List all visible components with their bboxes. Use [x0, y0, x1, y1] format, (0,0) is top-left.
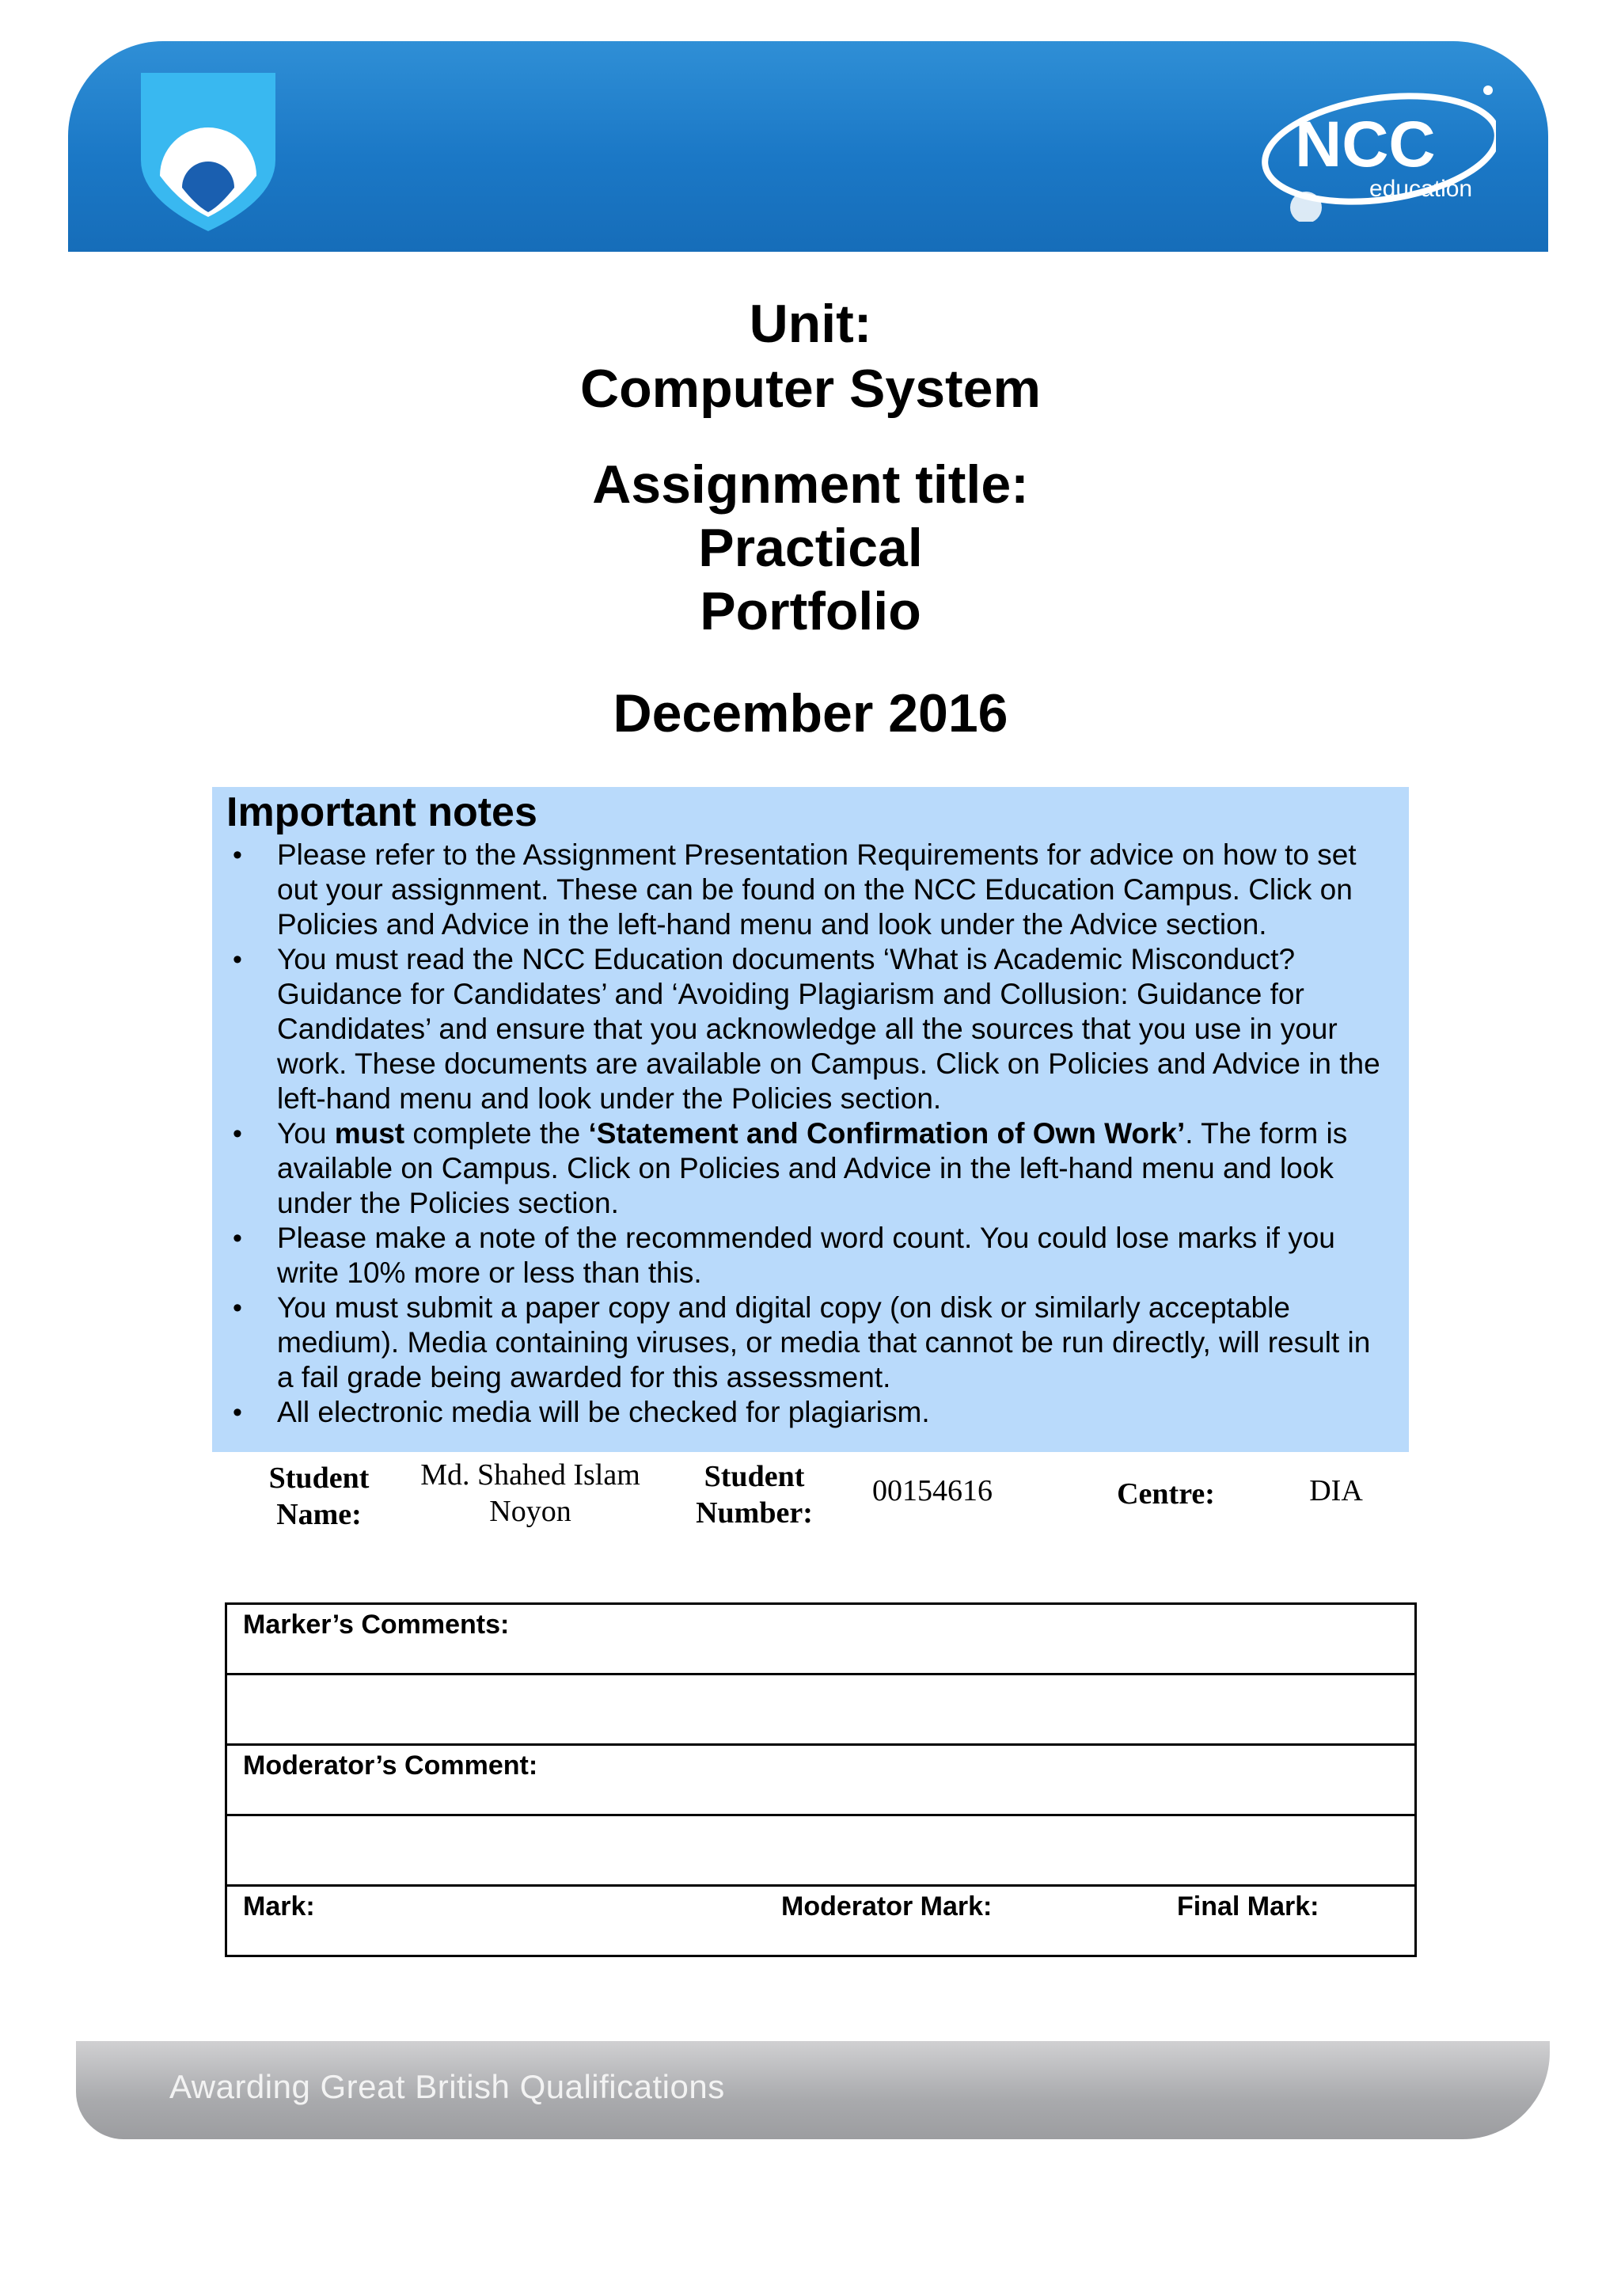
assignment-title	[0, 453, 1621, 643]
marks-row-labels	[243, 1891, 1399, 1922]
bullet-icon: •	[233, 945, 242, 975]
bullet-icon: •	[233, 1293, 242, 1323]
student-name-label-line-1: Student	[268, 1462, 370, 1495]
note-item	[226, 1221, 1385, 1291]
unit-name: Computer System	[580, 359, 1041, 419]
note-text-bold-statement: ‘Statement and Confirmation of Own Work’	[588, 1117, 1186, 1150]
note-item	[226, 1395, 1385, 1430]
markers-comments-field[interactable]	[226, 1674, 1416, 1745]
note-text	[277, 1116, 1385, 1221]
note-text-mid: complete the	[404, 1117, 589, 1150]
footer-tagline: Awarding Great British Qualifications	[169, 2068, 725, 2105]
unit-label: Unit:	[749, 294, 872, 354]
moderator-mark-label: Moderator Mark:	[781, 1891, 993, 1922]
student-number-label	[687, 1458, 822, 1531]
centre-label: Centre:	[1117, 1477, 1215, 1511]
note-text: Please make a note of the recommended word count. You could lose marks if you write 10% more or less than this.	[277, 1222, 1335, 1289]
student-name-label	[252, 1460, 386, 1533]
important-notes-box	[212, 787, 1409, 1452]
note-text: All electronic media will be checked for plagiarism.	[277, 1396, 930, 1428]
mark-label: Mark:	[243, 1891, 315, 1922]
footer-bar	[76, 2041, 1550, 2139]
student-name-value	[412, 1457, 649, 1530]
note-item	[226, 1291, 1385, 1395]
bullet-icon: •	[233, 840, 242, 870]
centre-value: DIA	[1309, 1474, 1363, 1507]
student-name-value-line-2: Noyon	[489, 1495, 571, 1528]
bullet-icon: •	[233, 1397, 242, 1427]
note-item	[226, 838, 1385, 942]
note-text-pre: You	[277, 1117, 335, 1150]
ncc-logo-subtext: education	[1369, 176, 1473, 202]
note-item	[226, 1116, 1385, 1221]
note-text: Please refer to the Assignment Presentation Requirements for advice on how to set out your assignment. These can be found on the NCC Education Campus. Click on Policies and Advice in the left-hand menu and look under the Advice section.	[277, 838, 1357, 941]
note-text: You must read the NCC Education documents ‘What is Academic Misconduct? Guidance for Candidates’ and ‘Avoiding Plagiarism and Collusion: Guidance for Candidates’ and ensure that you acknowledge all the sources that you use in your work. These documents are available on Campus. Click on Policies and Advice in the left-hand menu and look under the Policies section.	[277, 943, 1380, 1115]
note-text: You must submit a paper copy and digital copy (on disk or similarly acceptable medium). Media containing viruses, or media that cannot be run directly, will result in a fail grade being awarded for this assessment.	[277, 1291, 1371, 1393]
student-number-label-line-2: Number:	[696, 1496, 813, 1530]
final-mark-label: Final Mark:	[1177, 1891, 1319, 1922]
student-name-label-line-2: Name:	[276, 1498, 362, 1531]
notes-list	[226, 838, 1385, 1430]
shield-logo-icon	[141, 73, 275, 231]
student-info-row	[212, 1457, 1409, 1544]
marks-row	[226, 1886, 1416, 1956]
assignment-date: December 2016	[613, 683, 1008, 743]
bullet-icon: •	[233, 1119, 242, 1149]
note-text-post: . The form is available on Campus. Click on Policies and Advice in the left-hand menu and look under the Policies section.	[277, 1117, 1348, 1219]
moderators-comment-field[interactable]	[226, 1815, 1416, 1886]
assignment-label: Assignment title:	[592, 454, 1029, 515]
unit-title	[0, 291, 1621, 421]
note-text-bold-must: must	[334, 1117, 405, 1150]
ncc-education-logo	[1251, 79, 1496, 222]
assignment-line-1: Practical	[698, 518, 923, 578]
student-number-label-line-1: Student	[704, 1460, 805, 1493]
student-name-value-line-1: Md. Shahed Islam	[420, 1458, 640, 1492]
note-item	[226, 942, 1385, 1116]
assignment-line-2: Portfolio	[700, 581, 921, 641]
markers-comments-label: Marker’s Comments:	[226, 1604, 1416, 1674]
moderators-comment-label: Moderator’s Comment:	[226, 1745, 1416, 1815]
notes-heading: Important notes	[226, 789, 537, 835]
ncc-logo-text: NCC	[1295, 108, 1436, 181]
bullet-icon: •	[233, 1223, 242, 1253]
marking-table	[225, 1602, 1417, 1957]
student-number-value: 00154616	[872, 1474, 993, 1507]
